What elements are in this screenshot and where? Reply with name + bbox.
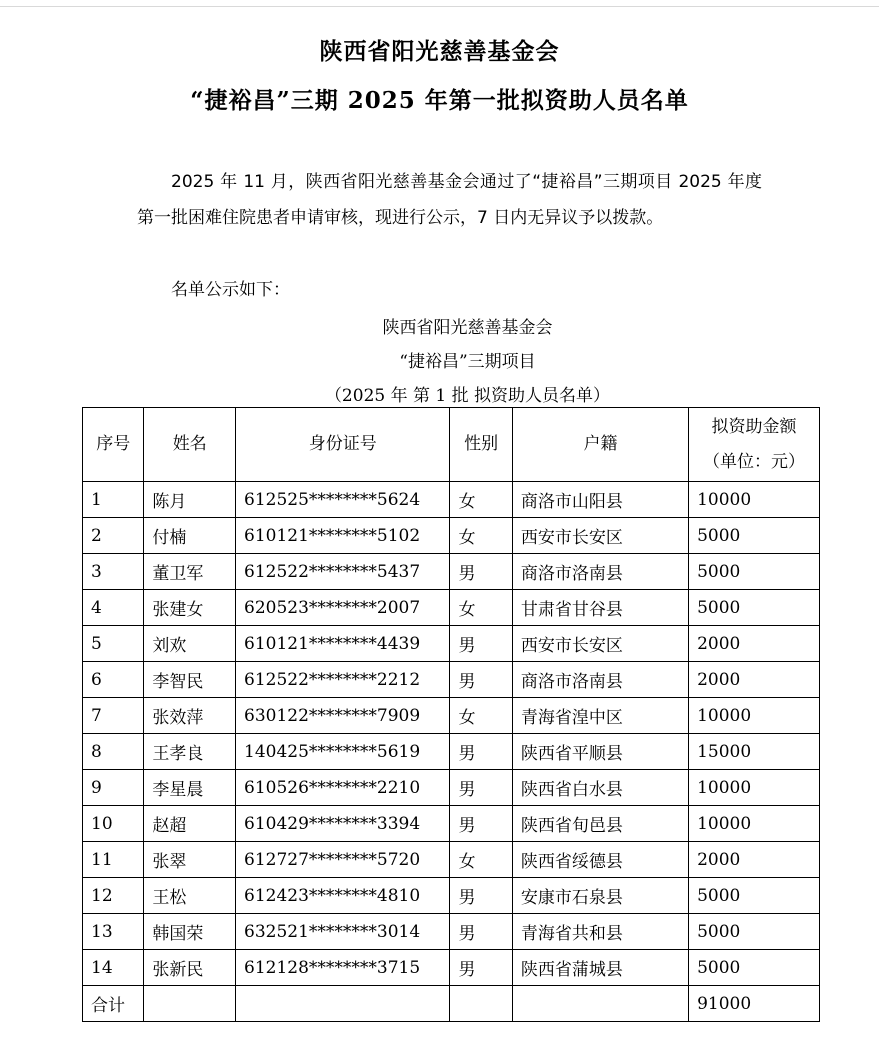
cell-id: 612525********5624 [236,482,450,518]
cell-name: 张翠 [144,842,236,878]
header-id: 身份证号 [236,408,450,482]
cell-amount: 2000 [689,842,820,878]
cell-no: 14 [83,950,144,986]
header-region: 户籍 [512,408,688,482]
table-row [83,482,820,518]
cell-id: 612522********2212 [236,662,450,698]
cell-name: 付楠 [144,518,236,554]
total-label: 合计 [83,986,144,1022]
cell-amount: 10000 [689,770,820,806]
cell-no: 1 [83,482,144,518]
cell-no: 9 [83,770,144,806]
total-empty-cell [512,986,688,1022]
top-border-line [0,6,879,7]
cell-amount: 5000 [689,878,820,914]
table-title-line2: “捷裕昌”三期项目 [399,352,536,372]
cell-id: 140425********5619 [236,734,450,770]
cell-no: 13 [83,914,144,950]
cell-region: 商洛市洛南县 [512,554,688,590]
cell-region: 陕西省白水县 [512,770,688,806]
cell-amount: 10000 [689,698,820,734]
cell-sex: 男 [450,878,512,914]
table-row [83,734,820,770]
header-amount-line1: 拟资助金额 [711,416,797,437]
cell-amount: 5000 [689,914,820,950]
cell-id: 632521********3014 [236,914,450,950]
cell-no: 6 [83,662,144,698]
cell-name: 张新民 [144,950,236,986]
table-row [83,770,820,806]
cell-region: 陕西省平顺县 [512,734,688,770]
cell-id: 612522********5437 [236,554,450,590]
cell-no: 5 [83,626,144,662]
header-name: 姓名 [144,408,236,482]
table-row [83,878,820,914]
cell-region: 商洛市山阳县 [512,482,688,518]
table-row [83,662,820,698]
table-header-row [83,408,820,482]
cell-sex: 女 [450,590,512,626]
cell-sex: 女 [450,482,512,518]
cell-name: 王松 [144,878,236,914]
cell-name: 王孝良 [144,734,236,770]
cell-id: 610429********3394 [236,806,450,842]
table-title-line3: （2025 年 第 1 批 拟资助人员名单） [324,386,611,406]
cell-no: 11 [83,842,144,878]
table-row [83,590,820,626]
cell-no: 8 [83,734,144,770]
total-empty-cell [236,986,450,1022]
cell-name: 李星晨 [144,770,236,806]
cell-name: 张效萍 [144,698,236,734]
table-row [83,842,820,878]
cell-name: 张建女 [144,590,236,626]
cell-region: 陕西省绥德县 [512,842,688,878]
cell-sex: 男 [450,662,512,698]
header-sex: 性别 [450,408,512,482]
cell-sex: 男 [450,914,512,950]
cell-region: 陕西省旬邑县 [512,806,688,842]
cell-amount: 5000 [689,590,820,626]
cell-region: 西安市长安区 [512,518,688,554]
cell-region: 陕西省蒲城县 [512,950,688,986]
cell-name: 刘欢 [144,626,236,662]
cell-region: 甘肃省甘谷县 [512,590,688,626]
cell-no: 3 [83,554,144,590]
cell-no: 7 [83,698,144,734]
cell-sex: 男 [450,734,512,770]
list-intro: 名单公示如下： [171,280,290,300]
cell-sex: 女 [450,698,512,734]
table-row [83,518,820,554]
cell-amount: 2000 [689,626,820,662]
header-no: 序号 [83,408,144,482]
cell-name: 董卫军 [144,554,236,590]
cell-id: 610526********2210 [236,770,450,806]
cell-id: 612423********4810 [236,878,450,914]
cell-name: 韩国荣 [144,914,236,950]
cell-no: 2 [83,518,144,554]
cell-sex: 女 [450,842,512,878]
table-title-line1: 陕西省阳光慈善基金会 [382,318,553,338]
cell-id: 620523********2007 [236,590,450,626]
document-title-line1: 陕西省阳光慈善基金会 [319,38,560,65]
cell-region: 青海省共和县 [512,914,688,950]
cell-amount: 2000 [689,662,820,698]
cell-amount: 5000 [689,518,820,554]
table-row [83,698,820,734]
header-amount-line2: （单位：元） [703,451,806,472]
cell-name: 李智民 [144,662,236,698]
cell-region: 商洛市洛南县 [512,662,688,698]
cell-no: 10 [83,806,144,842]
cell-id: 610121********5102 [236,518,450,554]
total-amount: 91000 [689,986,820,1022]
cell-no: 12 [83,878,144,914]
cell-amount: 10000 [689,806,820,842]
cell-amount: 10000 [689,482,820,518]
cell-amount: 15000 [689,734,820,770]
cell-name: 陈月 [144,482,236,518]
beneficiary-table [82,407,820,1022]
table-row [83,554,820,590]
total-empty-cell [450,986,512,1022]
cell-sex: 男 [450,770,512,806]
cell-id: 612727********5720 [236,842,450,878]
total-empty-cell [144,986,236,1022]
cell-sex: 男 [450,806,512,842]
document-title-line2: “捷裕昌”三期 2025 年第一批拟资助人员名单 [190,87,689,114]
cell-sex: 男 [450,950,512,986]
cell-id: 610121********4439 [236,626,450,662]
cell-id: 612128********3715 [236,950,450,986]
cell-sex: 男 [450,626,512,662]
cell-region: 青海省湟中区 [512,698,688,734]
cell-region: 西安市长安区 [512,626,688,662]
table-row [83,914,820,950]
cell-amount: 5000 [689,554,820,590]
total-row [83,986,820,1022]
table-row [83,806,820,842]
table-row [83,626,820,662]
cell-sex: 女 [450,518,512,554]
cell-id: 630122********7909 [236,698,450,734]
cell-sex: 男 [450,554,512,590]
cell-no: 4 [83,590,144,626]
table-row [83,950,820,986]
header-amount [689,408,820,482]
cell-amount: 5000 [689,950,820,986]
cell-region: 安康市石泉县 [512,878,688,914]
cell-name: 赵超 [144,806,236,842]
announcement-paragraph: 2025 年 11 月，陕西省阳光慈善基金会通过了“捷裕昌”三期项目 2025 年度第一批困难住院患者申请审核，现进行公示，7 日内无异议予以拨款。 [137,172,762,228]
